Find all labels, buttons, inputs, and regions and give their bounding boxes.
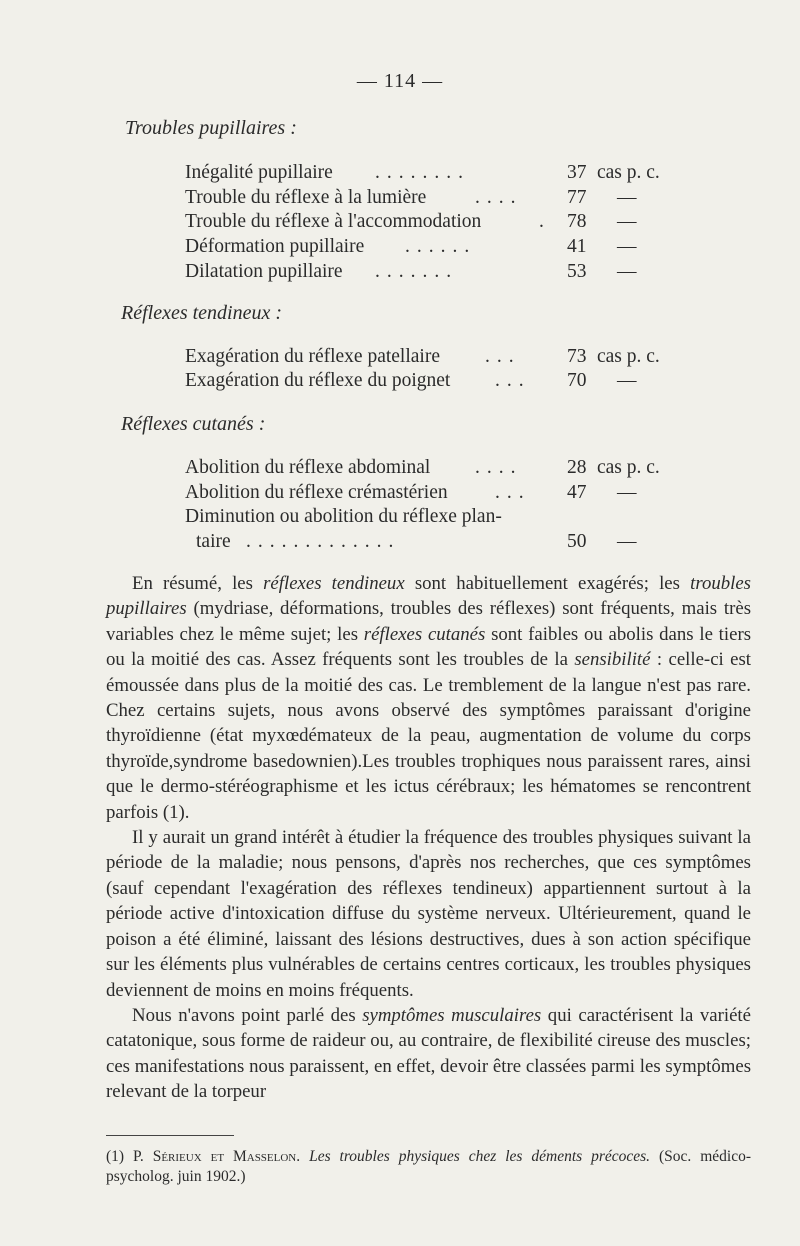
row-value: 47 xyxy=(567,482,587,503)
row-value: 78 xyxy=(567,211,587,232)
row-dots: ... xyxy=(485,346,521,367)
row-unit: — xyxy=(617,236,637,257)
row-unit: — xyxy=(617,482,637,503)
row-unit: cas p. c. xyxy=(597,162,660,183)
row-dots: ... xyxy=(495,370,531,391)
table-row xyxy=(185,346,685,372)
row-value: 41 xyxy=(567,236,587,257)
table-row xyxy=(185,187,685,213)
row-label: Inégalité pupillaire xyxy=(185,162,333,183)
emphasis: réflexes cutanés xyxy=(363,623,486,645)
row-dots: ....... xyxy=(375,261,459,282)
table-row xyxy=(185,457,685,483)
footnote-title: Les troubles physiques chez les déments précoces. xyxy=(309,1148,651,1165)
table-row xyxy=(185,211,685,237)
row-label: Dilatation pupillaire xyxy=(185,261,343,282)
body-text xyxy=(106,571,751,1105)
footnote-mark: (1) P. xyxy=(106,1148,153,1165)
row-label: Trouble du réflexe à la lumière xyxy=(185,187,427,208)
row-dots: ... xyxy=(495,482,531,503)
row-label: taire xyxy=(196,531,231,552)
row-dots: ............. xyxy=(246,531,401,552)
row-label: Exagération du réflexe patellaire xyxy=(185,346,440,367)
footnote-rule xyxy=(106,1135,234,1136)
row-label: Abolition du réflexe crémastérien xyxy=(185,482,448,503)
row-unit: — xyxy=(617,370,637,391)
text-run: sont habituellement exagérés; les xyxy=(404,573,691,594)
table-row xyxy=(185,162,685,188)
paragraph xyxy=(106,1003,751,1105)
paragraph xyxy=(106,571,751,825)
section-heading-tendineux: Réflexes tendineux : xyxy=(121,302,283,324)
table-row xyxy=(185,370,685,396)
text-run: sont faibles ou abolis dans le tiers ou la moitié des cas. Assez fréquents sont les troubles de la xyxy=(106,623,752,671)
footnote-rest: (Soc. médico-psycholog. juin 1902.) xyxy=(106,1148,751,1185)
row-label: Abolition du réflexe abdominal xyxy=(185,457,431,478)
row-dots: .... xyxy=(475,187,523,208)
row-unit: — xyxy=(617,531,637,552)
row-value: 70 xyxy=(567,370,587,391)
row-dots: ........ xyxy=(375,162,470,183)
row-unit: cas p. c. xyxy=(597,457,660,478)
row-dots: . xyxy=(539,211,551,232)
row-label: Trouble du réflexe à l'accommodation xyxy=(185,211,482,232)
footnote xyxy=(106,1147,751,1187)
table-row xyxy=(185,506,685,532)
paragraph: Il y aurait un grand intérêt à étudier la fréquence des troubles physiques suivant la période de la maladie; nous pensons, d'après nos recherches, que ces symptômes (sauf cependant l'exagération des réflexes tendineux) appartiennent surtout à la période active d'intoxication diffuse du système nerveux. Ultérieurement, quand le poison a été éliminé, laissant des lésions destructives, dues à son action spécifique sur les éléments plus vulnérables de certains centres corticaux, les troubles physiques deviennent de moins en moins fréquents. xyxy=(106,827,751,1001)
row-value: 28 xyxy=(567,457,587,478)
row-dots: .... xyxy=(475,457,523,478)
table-row xyxy=(185,261,685,287)
text-run: En résumé, les xyxy=(132,573,264,594)
table-row xyxy=(196,531,696,557)
row-unit: — xyxy=(617,187,637,208)
emphasis: sensibilité xyxy=(574,649,651,671)
section-heading-pupillaires: Troubles pupillaires : xyxy=(125,117,297,139)
row-label: Déformation pupillaire xyxy=(185,236,365,257)
text-run: (mydriase, déformations, troubles des réflexes) sont fréquents, mais très variables chez le même sujet; les xyxy=(106,598,751,645)
row-value: 77 xyxy=(567,187,587,208)
row-value: 50 xyxy=(567,531,587,552)
text-run: Nous n'avons point parlé des xyxy=(132,1004,363,1026)
row-label: Diminution ou abolition du réflexe plan- xyxy=(185,506,502,527)
row-label: Exagération du réflexe du poignet xyxy=(185,370,451,391)
table-row xyxy=(185,482,685,508)
text-run: qui caractérisent la variété catatonique, sous forme de raideur ou, au contraire, de flexibilité cireuse des muscles; ces manifestations nous paraissent, en effet, devoir être classées parmi les symptômes relevant de la torpeur xyxy=(106,1004,751,1103)
emphasis: réflexes tendineux xyxy=(263,573,405,594)
table-row xyxy=(185,236,685,262)
footnote-authors: Sérieux et Masselon. xyxy=(152,1148,301,1165)
row-dots: ...... xyxy=(405,236,477,257)
emphasis: troubles pupillaires xyxy=(106,573,751,620)
row-value: 53 xyxy=(567,261,587,282)
row-unit: — xyxy=(617,261,637,282)
row-unit: cas p. c. xyxy=(597,346,660,367)
row-value: 73 xyxy=(567,346,587,367)
text-run: : celle-ci est émoussée dans plus de la moitié des cas. Le tremblement de la langue n'est pas rare. Chez certains sujets, nous avons observé des symptômes paraissant d'origine thyroïdienne (état myxœdémateux de la peau, augmentation de volume du corps thyroïde,syndrome basedownien).Les troubles trophiques nous paraissent rares, ainsi que le dermo-stéréographisme et les ictus cérébraux; les hématomes se rencontrent parfois (1). xyxy=(106,649,751,823)
row-value: 37 xyxy=(567,162,587,183)
emphasis: symptômes musculaires xyxy=(362,1004,542,1026)
row-unit: — xyxy=(617,211,637,232)
section-heading-cutanes: Réflexes cutanés : xyxy=(121,413,266,435)
page-number: — 114 — xyxy=(356,70,444,92)
